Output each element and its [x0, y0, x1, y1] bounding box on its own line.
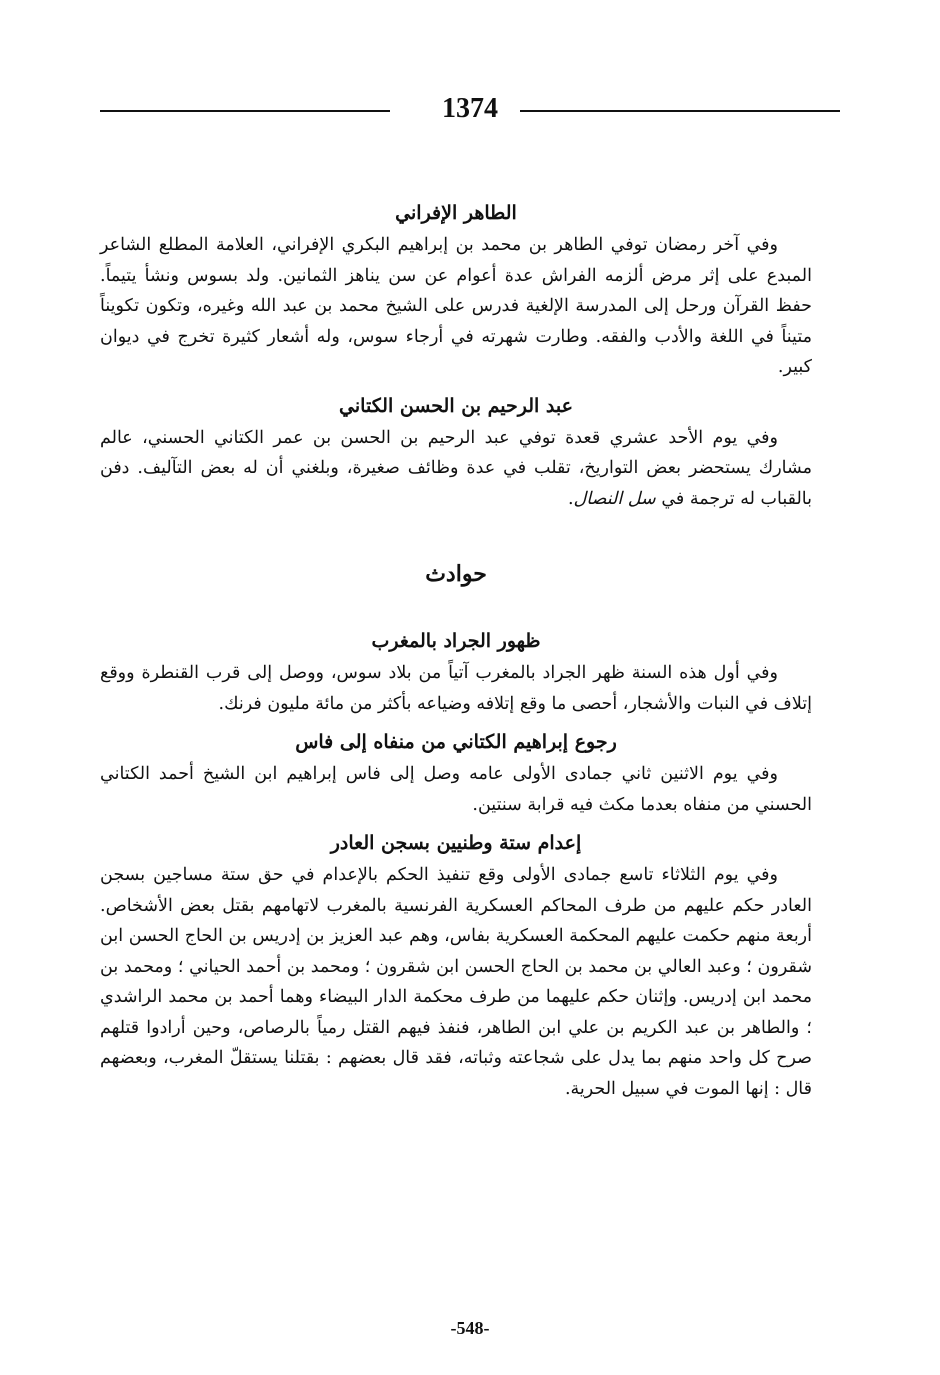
obituary-title: الطاهر الإفراني	[395, 202, 517, 224]
event-paragraph: وفي أول هذه السنة ظهر الجراد بالمغرب آتياً من بلاد سوس، ووصل إلى قرب القنطرة ووقع إتلاف في النبات والأشجار، أحصى ما وقع إتلافه وضياعه بأكثر من مائة مليون فرنك.	[100, 663, 812, 714]
page-number: -548-	[450, 1318, 490, 1338]
header-rule-right	[520, 110, 840, 112]
header-year: 1374	[432, 93, 508, 125]
event-title: إعدام ستة وطنيين بسجن العادر	[330, 832, 582, 854]
section-title: حوادث	[425, 561, 487, 587]
obituary-paragraph: وفي آخر رمضان توفي الطاهر بن محمد بن إبراهيم البكري الإفراني، العلامة المطلع الشاعر المبدع على إثر مرض ألزمه الفراش عدة أعوام عن سن يناهز الثمانين. ولد بسوس ونشأ يتيماً. حفظ القرآن ورحل إلى المدرسة الإلغية فدرس على الشيخ محمد بن عبد الله وغيره، وتكون تكويناً متيناً في اللغة والأدب والفقه. وطارت شهرته في أرجاء سوس، وله أشعار كثيرة تخرج في ديوان كبير.	[100, 235, 812, 377]
obituary-paragraph	[100, 423, 812, 515]
event-paragraph: وفي يوم الثلاثاء تاسع جمادى الأولى وقع تنفيذ الحكم بالإعدام في حق ستة مساجين بسجن العادر حكم عليهم من طرف المحاكم العسكرية الفرنسية بالمغرب لاتهامهم بقتل بعض الأشخاص. أربعة منهم حكمت عليهم المحكمة العسكرية بفاس، وهم عبد العزيز بن إدريس بن الحاج الحسن ابن شقرون ؛ وعبد العالي بن محمد بن الحاج الحسن ابن شقرون ؛ ومحمد بن أحمد الحياني ؛ ومحمد بن محمد ابن إدريس. وإثنان حكم عليهما من طرف محكمة الدار البيضاء وهما أحمد بن محمد الراشدي ؛ والطاهر بن عبد الكريم بن علي ابن الطاهر، فنفذ فيهم القتل رمياً بالرصاص، وحين أرادوا قتلهم صرح كل واحد منهم بما يدل على شجاعته وثباته، فقد قال بعضهم : بقتلنا يستقلّ المغرب، وبعضهم قال : إنها الموت في سبيل الحرية.	[100, 865, 812, 1099]
page-body	[100, 196, 812, 1110]
sentence-end: .	[567, 488, 574, 509]
book-title: سل النصال	[573, 488, 656, 509]
header-rule-left	[100, 110, 390, 112]
event-paragraph: وفي يوم الاثنين ثاني جمادى الأولى عامه وصل إلى فاس إبراهيم ابن الشيخ أحمد الكتاني الحسني من منفاه بعدما مكث فيه قرابة سنتين.	[100, 764, 812, 815]
obituary-title: عبد الرحيم بن الحسن الكتاني	[339, 394, 573, 417]
event-title: رجوع إبراهيم الكتاني من منفاه إلى فاس	[295, 731, 617, 753]
event-title: ظهور الجراد بالمغرب	[371, 630, 541, 652]
obituary-text: وفي يوم الأحد عشري قعدة توفي عبد الرحيم بن الحسن بن عمر الكتاني الحسني، عالم مشارك يستحضر بعض التواريخ، تقلب في عدة وظائف صغيرة، وبلغني أن له بعض التآليف. دفن بالقباب له ترجمة في	[100, 427, 812, 509]
page-header	[100, 92, 840, 126]
